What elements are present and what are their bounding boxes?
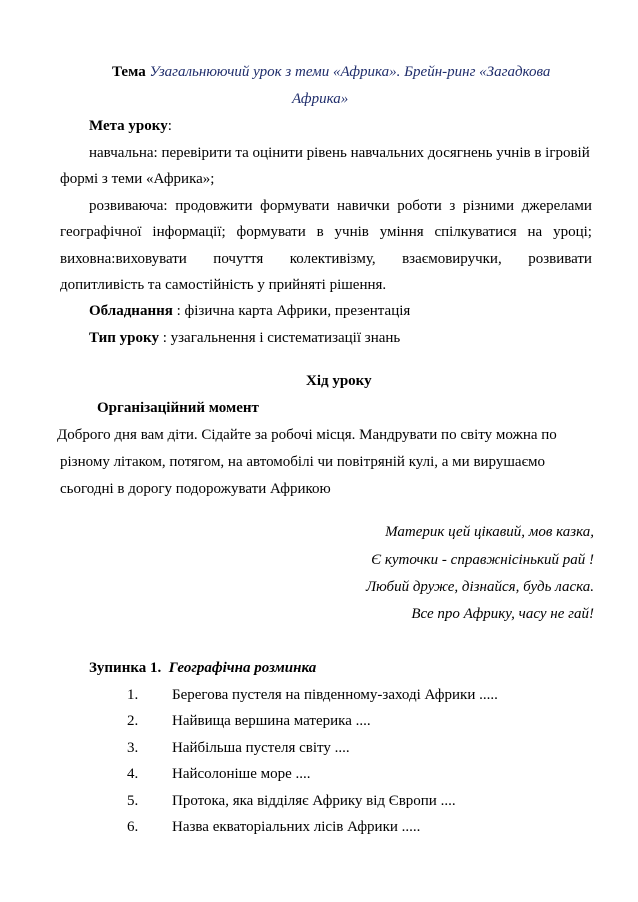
- poem-line: Є куточки - справжнісінький рай !: [371, 552, 594, 568]
- intro-line1: Доброго дня вам діти. Сідайте за робочі місця. Мандрувати по світу можна по: [57, 427, 557, 443]
- item-text: Берегова пустеля на південному-заході Африки .....: [172, 687, 498, 703]
- item-text: Назва екваторіальних лісів Африки .....: [172, 819, 421, 835]
- upbringing-goal-line2: допитливість та самостійність у прийняті рішення.: [60, 277, 387, 293]
- goal-label: Мета уроку: [89, 118, 168, 134]
- word: роботи: [397, 198, 442, 214]
- word: уміння: [379, 224, 424, 240]
- equipment-line: [89, 304, 410, 319]
- poem-line: Материк цей цікавий, мов казка,: [385, 524, 594, 540]
- word: формувати: [236, 224, 306, 240]
- word: джерелами: [521, 198, 592, 214]
- word: на: [527, 224, 543, 240]
- educational-goal-line2: формі з теми «Африка»;: [60, 171, 215, 187]
- word: в: [316, 224, 324, 240]
- lesson-type-text: : узагальнення і систематизації знань: [158, 330, 401, 346]
- word: виховна:виховувати: [60, 251, 187, 267]
- poem-line: Любий друже, дізнайся, будь ласка.: [366, 579, 594, 595]
- goal-colon: :: [167, 118, 172, 134]
- word: різними: [462, 198, 515, 214]
- word: інформації;: [152, 224, 226, 240]
- lesson-type-label: Тип уроку: [89, 330, 159, 346]
- developmental-goal-line1: [89, 199, 592, 214]
- poem-line: Все про Африку, часу не гай!: [411, 606, 594, 622]
- stop1-heading: [89, 661, 316, 676]
- item-text: Найбільша пустеля світу ....: [172, 740, 350, 756]
- course-heading: Хід уроку: [306, 373, 372, 389]
- item-number: 6.: [127, 819, 139, 835]
- item-text: Найвища вершина материка ....: [172, 713, 371, 729]
- upbringing-goal-line1: [60, 252, 592, 267]
- item-text: Протока, яка відділяє Африку від Європи ....: [172, 793, 456, 809]
- stop1-label: Зупинка 1.: [89, 660, 162, 676]
- item-number: 5.: [127, 793, 139, 809]
- lesson-type-line: [89, 331, 400, 346]
- intro-line3: сьогодні в дорогу подорожувати Африкою: [60, 481, 331, 497]
- word: учнів: [334, 224, 369, 240]
- word: спілкуватися: [434, 224, 517, 240]
- lesson-topic-line1: [112, 65, 550, 80]
- developmental-goal-line2: [60, 225, 592, 240]
- item-number: 4.: [127, 766, 139, 782]
- equipment-label: Обладнання: [89, 303, 173, 319]
- item-number: 2.: [127, 713, 139, 729]
- word: продовжити: [175, 198, 253, 214]
- item-number: 3.: [127, 740, 139, 756]
- word: розвивати: [528, 251, 592, 267]
- org-moment-heading: Організаційний момент: [97, 400, 259, 416]
- word: уроці;: [553, 224, 592, 240]
- equipment-text: : фізична карта Африки, презентація: [172, 303, 411, 319]
- lesson-topic-line2: Африка»: [292, 91, 349, 107]
- stop1-title: Географічна розминка: [168, 660, 317, 676]
- word: почуття: [213, 251, 264, 267]
- word: навички: [336, 198, 390, 214]
- item-text: Найсолоніше море ....: [172, 766, 311, 782]
- educational-goal-line1: навчальна: перевірити та оцінити рівень навчальних досягнень учнів в ігровій: [89, 145, 590, 161]
- word: з: [449, 198, 456, 214]
- word: розвиваюча:: [89, 198, 168, 214]
- topic-text: Узагальнюючий урок з теми «Африка». Брейн-ринг «Загадкова: [149, 64, 551, 80]
- goal-heading: [89, 119, 172, 134]
- word: географічної: [60, 224, 142, 240]
- topic-label: Тема: [112, 64, 146, 80]
- item-number: 1.: [127, 687, 139, 703]
- word: взаємовиручки,: [402, 251, 502, 267]
- intro-line2: різному літаком, потягом, на автомобілі чи повітряній кулі, а ми вирушаємо: [60, 454, 546, 470]
- word: формувати: [260, 198, 330, 214]
- word: колективізму,: [289, 251, 376, 267]
